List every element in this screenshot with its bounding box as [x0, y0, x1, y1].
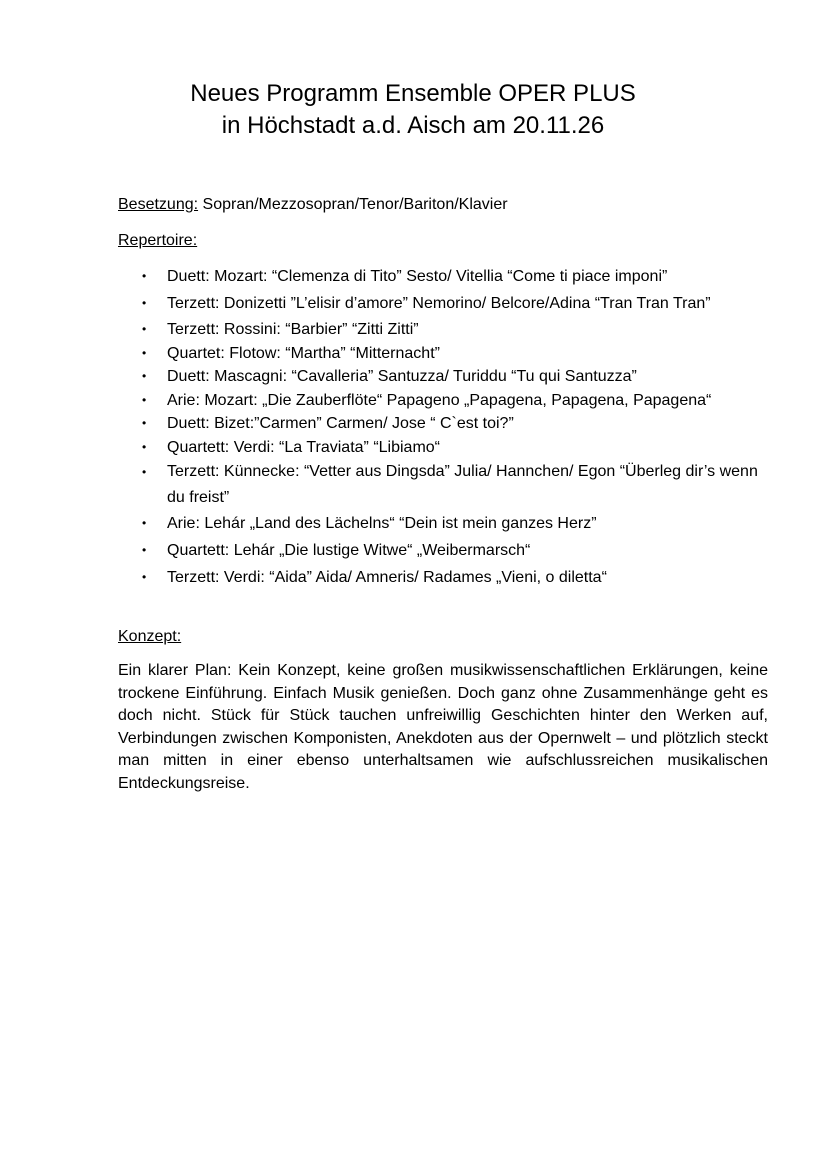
list-item — [118, 436, 768, 460]
list-item-text: Arie: Lehár „Land des Lächelns“ “Dein ist mein ganzes Herz” — [167, 515, 597, 532]
repertoire-list — [118, 264, 768, 592]
list-item-text: Quartett: Verdi: “La Traviata” “Libiamo“ — [167, 438, 440, 456]
title-line-2: in Höchstadt a.d. Aisch am 20.11.26 — [221, 112, 605, 139]
bullet-icon: • — [142, 392, 147, 407]
concept-heading: Konzept: — [118, 628, 182, 645]
bullet-icon: • — [142, 296, 147, 310]
list-item — [118, 264, 768, 289]
list-item — [118, 511, 768, 536]
bullet-icon: • — [142, 322, 147, 336]
list-item-text: Arie: Mozart: „Die Zauberflöte“ Papageno „Papagena, Papagena, Papagena“ — [167, 391, 712, 409]
repertoire-heading: Repertoire: — [118, 232, 198, 249]
list-item — [118, 389, 768, 413]
list-item-text: Terzett: Verdi: “Aida” Aida/ Amneris/ Radames „Vieni, o diletta“ — [167, 569, 607, 586]
list-item — [118, 538, 768, 563]
bullet-icon: • — [142, 465, 147, 479]
title-line-1: Neues Programm Ensemble OPER PLUS — [190, 80, 636, 107]
cast-line — [118, 194, 768, 216]
bullet-icon: • — [142, 369, 147, 383]
list-item — [118, 459, 768, 511]
list-item — [118, 365, 768, 389]
list-item-text: Terzett: Donizetti ”L’elisir d’amore” Nemorino/ Belcore/Adina “Tran Tran Tran” — [167, 295, 711, 312]
cast-value: Sopran/Mezzosopran/Tenor/Bariton/Klavier — [202, 196, 508, 213]
concept-paragraph: Ein klarer Plan: Kein Konzept, keine großen musikwissenschaftlichen Erklärungen, keine trockene Einführung. Einfach Musik genießen. Doch ganz ohne Zusammenhänge geht es doch nicht. Stück für Stück tauchen unfreiwillig Geschichten hinter den Werken auf, Verbindungen zwischen Komponisten, Anekdoten aus der Opernwelt – und plötzlich steckt man mitten in einer ebenso unterhaltsamen wie aufschlussreichen musikalischen Entdeckungsreise. — [118, 662, 768, 792]
bullet-icon: • — [142, 516, 147, 530]
list-item — [118, 342, 768, 366]
list-item-text: Duett: Mozart: “Clemenza di Tito” Sesto/ Vitellia “Come ti piace imponi” — [167, 268, 668, 285]
bullet-icon: • — [142, 269, 147, 283]
list-item-text: Quartett: Lehár „Die lustige Witwe“ „Weibermarsch“ — [167, 542, 531, 559]
list-item-text: Duett: Bizet:”Carmen” Carmen/ Jose “ C`est toi?” — [167, 415, 514, 432]
bullet-icon: • — [142, 416, 147, 430]
list-item-text: Quartet: Flotow: “Martha” “Mitternacht” — [167, 344, 440, 362]
list-item — [118, 412, 768, 436]
page-title — [0, 78, 826, 142]
cast-label: Besetzung: — [118, 196, 199, 213]
list-item-text: Duett: Mascagni: “Cavalleria” Santuzza/ Turiddu “Tu qui Santuzza” — [167, 368, 637, 385]
bullet-icon: • — [142, 345, 147, 360]
list-item-text: Terzett: Rossini: “Barbier” “Zitti Zitti” — [167, 321, 419, 338]
bullet-icon: • — [142, 570, 147, 584]
list-item — [118, 318, 768, 342]
bullet-icon: • — [142, 543, 147, 557]
bullet-icon: • — [142, 439, 147, 454]
list-item — [118, 565, 768, 590]
list-item-text: Terzett: Künnecke: “Vetter aus Dingsda” Julia/ Hannchen/ Egon “Überleg dir’s wenn du freist” — [167, 463, 758, 506]
list-item — [118, 291, 768, 316]
